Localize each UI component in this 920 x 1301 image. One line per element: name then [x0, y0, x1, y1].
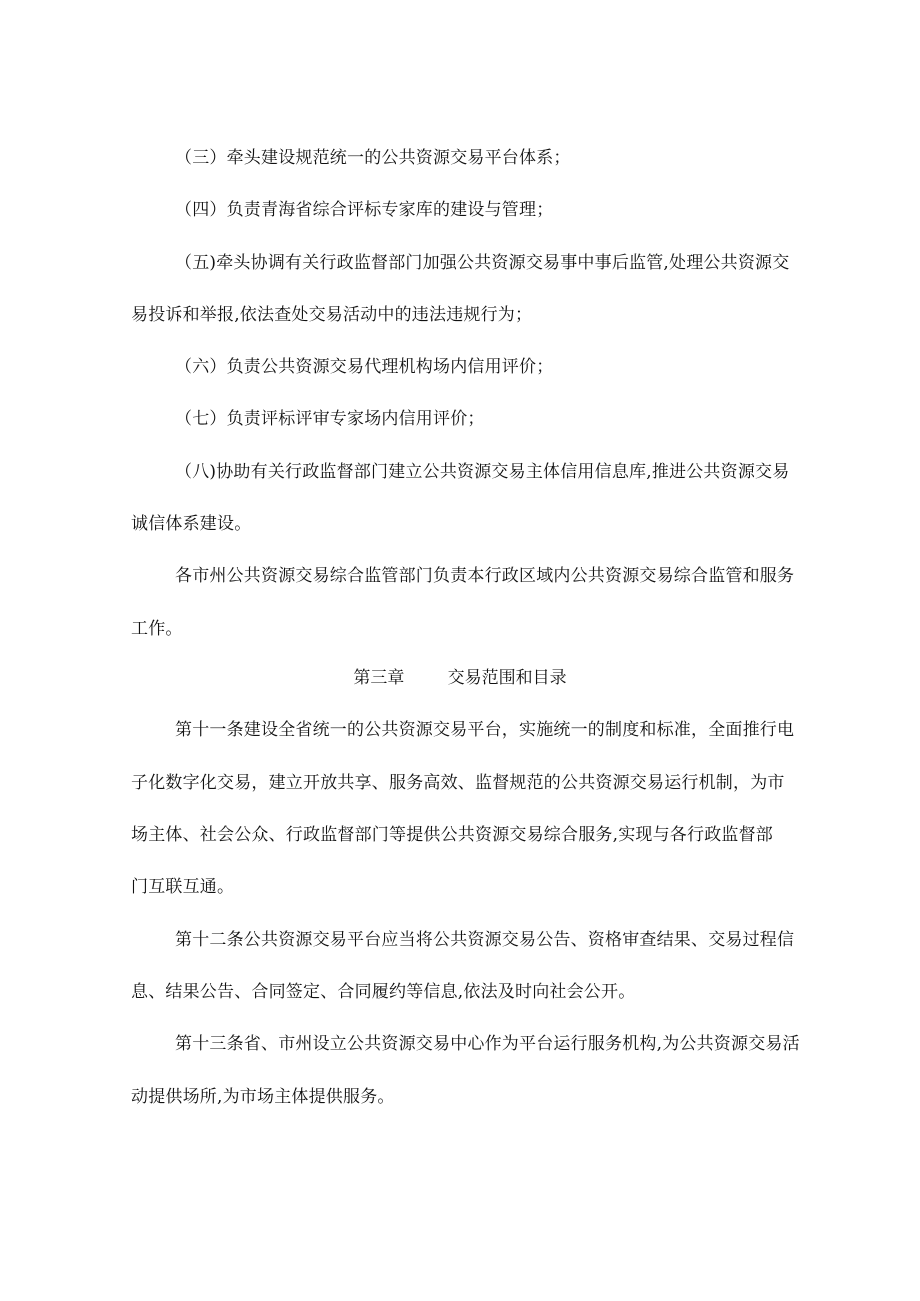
chapter-heading: 第三章 交易范围和目录: [353, 668, 567, 688]
article-13-line-1: 第十三条省、市州设立公共资源交易中心作为平台运行服务机构,为公共资源交易活: [175, 1034, 800, 1054]
article-11-line-3: 场主体、社会公众、行政监督部门等提供公共资源交易综合服务,实现与各行政监督部: [131, 825, 774, 845]
paragraph-item-8-line-1: （八)协助有关行政监督部门建立公共资源交易主体信用信息库,推进公共资源交易: [175, 462, 790, 482]
article-11-line-1: 第十一条建设全省统一的公共资源交易平台，实施统一的制度和标准，全面推行电: [175, 720, 795, 740]
article-12-line-2: 息、结果公告、合同签定、合同履约等信息,依法及时向社会公开。: [131, 982, 636, 1002]
paragraph-item-6: （六）负责公共资源交易代理机构场内信用评价；: [175, 357, 554, 377]
paragraph-city-line-1: 各市州公共资源交易综合监管部门负责本行政区域内公共资源交易综合监管和服务: [175, 566, 795, 586]
article-13-line-2: 动提供场所,为市场主体提供服务。: [131, 1087, 395, 1107]
paragraph-item-3: （三）牵头建设规范统一的公共资源交易平台体系；: [175, 148, 571, 168]
article-11-line-2: 子化数字化交易，建立开放共享、服务高效、监督规范的公共资源交易运行机制，为市: [131, 773, 785, 793]
paragraph-city-line-2: 工作。: [131, 619, 183, 639]
paragraph-item-4: （四）负责青海省综合评标专家库的建设与管理；: [175, 200, 554, 220]
paragraph-item-5-line-2: 易投诉和举报,依法查处交易活动中的违法违规行为；: [131, 305, 533, 325]
paragraph-item-8-line-2: 诚信体系建设。: [131, 514, 252, 534]
paragraph-item-7: （七）负责评标评审专家场内信用评价；: [175, 409, 485, 429]
article-12-line-1: 第十二条公共资源交易平台应当将公共资源交易公告、资格审查结果、交易过程信: [175, 930, 795, 950]
article-11-line-4: 门互联互通。: [131, 877, 235, 897]
paragraph-item-5-line-1: （五)牵头协调有关行政监督部门加强公共资源交易事中事后监管,处理公共资源交: [175, 253, 790, 273]
